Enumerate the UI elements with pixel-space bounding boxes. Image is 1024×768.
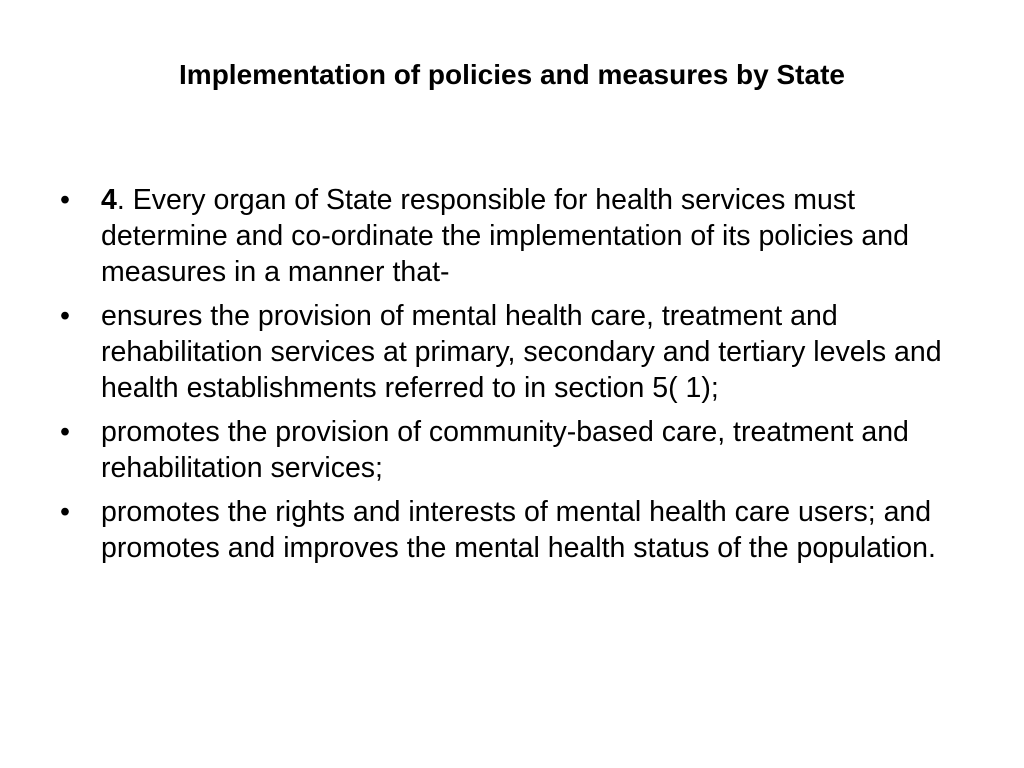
bullet-list: [60, 182, 970, 574]
bullet-body: . Every organ of State responsible for health services must determine and co-ordinate the implementation of its policies and measures in a manner that-: [101, 184, 909, 288]
bullet-body: promotes the rights and interests of mental health care users; and promotes and improves the mental health status of the population.: [101, 496, 936, 564]
bullet-icon: •: [60, 300, 70, 332]
bullet-body: ensures the provision of mental health care, treatment and rehabilitation services at primary, secondary and tertiary levels and health establishments referred to in section 5( 1);: [101, 300, 942, 404]
list-item: [60, 182, 970, 290]
bullet-icon: •: [60, 184, 70, 216]
bullet-icon: •: [60, 416, 70, 448]
bullet-text: [101, 300, 942, 404]
section-number: 4: [101, 184, 117, 216]
list-item: [60, 494, 970, 566]
slide-title: Implementation of policies and measures by State: [179, 59, 845, 90]
bullet-text: [101, 496, 936, 564]
list-item: [60, 414, 970, 486]
list-item: [60, 298, 970, 406]
bullet-body: promotes the provision of community-based care, treatment and rehabilitation services;: [101, 416, 909, 484]
bullet-text: [101, 416, 909, 484]
bullet-icon: •: [60, 496, 70, 528]
bullet-text: [101, 184, 909, 288]
